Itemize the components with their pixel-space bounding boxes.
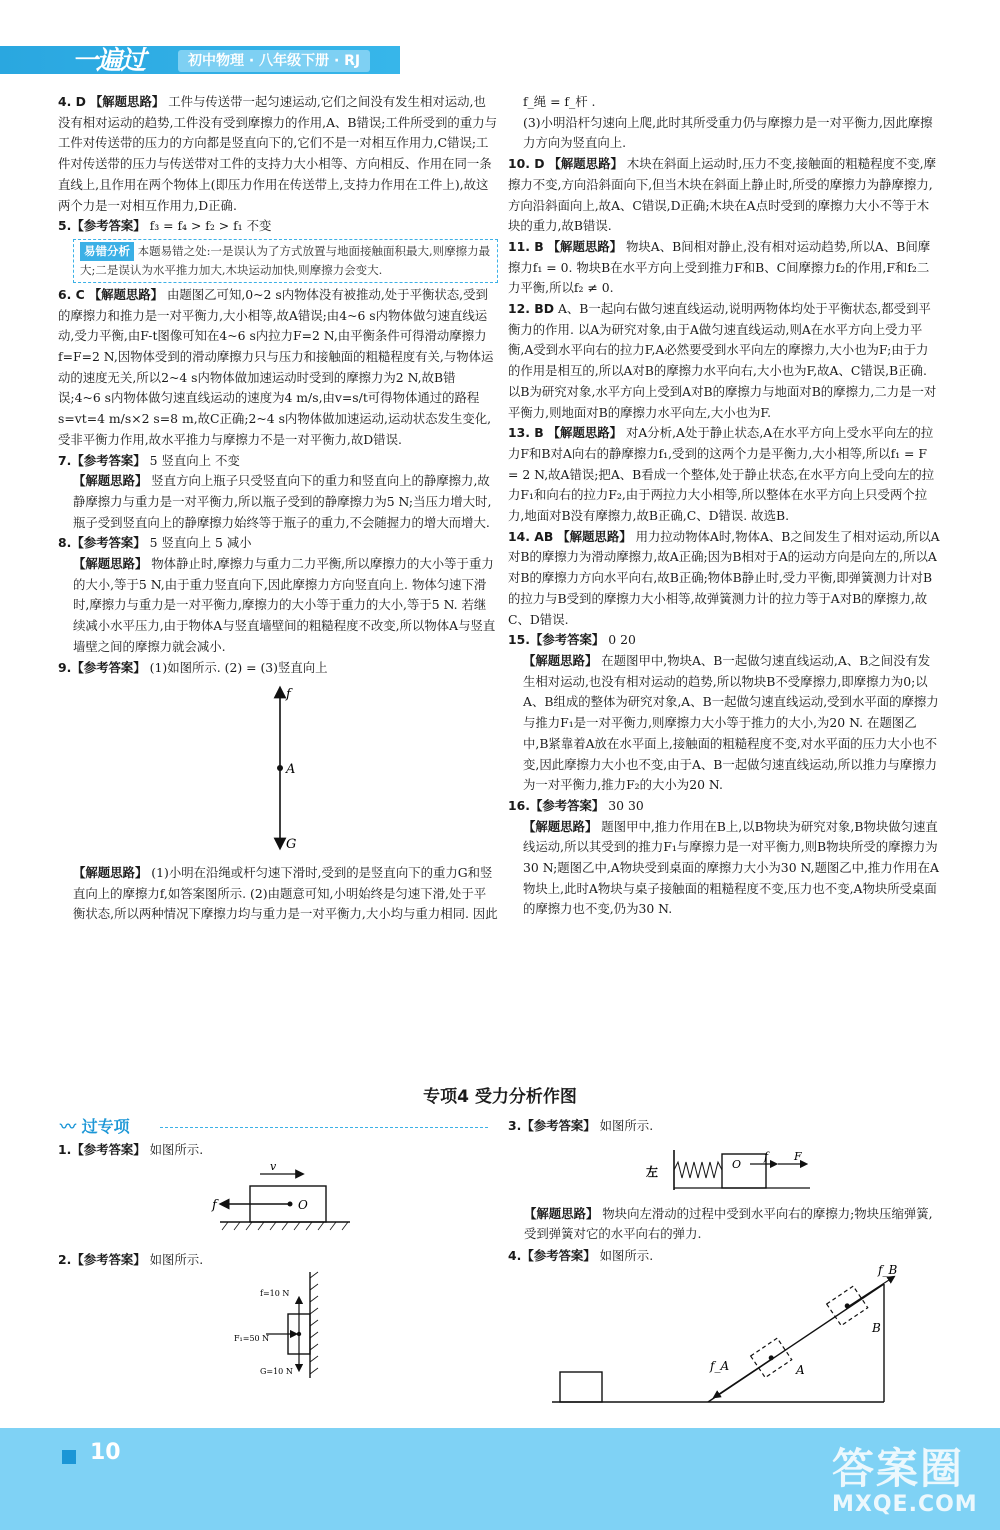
answer-item: 【解题思路】 物体静止时,摩擦力与重力二力平衡,所以摩擦力的大小等于重力的大小,等于5 N,由于重力竖直向下,因此摩擦力方向竖直向上. 物体匀速下滑时,摩擦力与重力是一对平衡力,摩擦力的大小等于重力的大小,等于5 N. 若继续减小水平压力,由于物体A与竖直墙壁间的粗糙程度不改变,所以物体A与竖直墙壁之间的摩擦力就会减小. [73, 556, 496, 654]
answer-item: 【解题思路】 题图甲中,推力作用在B上,以B物块为研究对象,B物块做匀速直线运动,所以其受到的推力F₁与摩擦力是一对平衡力,则B物块所受的摩擦力为30 N;题图乙中,A物块受到桌面的摩擦力大小为30 N,题图乙中,推力作用在A物块上,此时A物块与桌子接触面的粗糙程度不变,压力也不变,A物块所受桌面的摩擦力也不变,仍为30 N. [523, 818, 939, 917]
error-analysis-text: 本题易错之处:一是误认为了方式放置与地面接触面积最大,则摩擦力最大;二是误认为水平推力加大,木块运动加快,则摩擦力会变大. [80, 243, 491, 277]
answer-item: 15.【参考答案】 0 20 [508, 632, 636, 648]
answer-item: 4. D 【解题思路】 工件与传送带一起匀速运动,它们之间没有发生相对运动,也没有相对运动的趋势,工件没有受到摩擦力的作用,A、B错误;工件所受到的重力与工件对传送带的压力的方向都是竖直向下的,它们不是一对相互作用力,C错误;工件对传送带的压力与传送带对工件的支持力大小相等、方向相反、作用在同一条直线上,且作用在两个物体上(即压力作用在传送带上,支持力作用在工件上),故这两个力是一对相互作用力,D正确. [58, 94, 497, 213]
answer-item: 11. B 【解题思路】 物块A、B间相对静止,没有相对运动趋势,所以A、B间摩擦力f₁ = 0. 物块B在水平方向上受到推力F和B、C间摩擦力f₂的作用,F和f₂二力平衡,所以f₂ ≠ 0. [508, 238, 931, 296]
answer-item: 12. BD A、B一起向右做匀速直线运动,说明两物体均处于平衡状态,都受到平衡力的作用. 以A为研究对象,由于A做匀速直线运动,则A在水平方向上受力平衡,A受到水平向右的拉力F,A必然要受到水平向左的摩擦力,大小也为F;由于力的作用是相互的,所以A对B的摩擦力水平向右,大小也为F,故A、C错误,B正确. 以B为研究对象,水平方向上受到A对B的摩擦力与地面对B的摩擦力,二力是一对平衡力,则地面对B的摩擦力水平向左,大小也为F. [508, 301, 937, 420]
error-analysis-box [73, 239, 498, 283]
q1-diagram [200, 1158, 360, 1238]
answer-2: 2.【参考答案】 如图所示. [58, 1252, 204, 1267]
q4-diagram [548, 1262, 928, 1412]
watermark: 答案圈 MXQE.COM [832, 1444, 978, 1517]
label-F1: F₁=50 N [234, 1334, 270, 1343]
section-title: 专项4 受力分析作图 [423, 1087, 577, 1107]
wave-icon: 〰 [60, 1117, 82, 1136]
answer-3-think: 【解题思路】 物块向左滑动的过程中受到水平向右的摩擦力;物块压缩弹簧,受到弹簧对它的水平向右的弹力. [524, 1206, 933, 1241]
q2-diagram [230, 1270, 340, 1380]
answer-item: 【解题思路】 (1)小明在沿绳或杆匀速下滑时,受到的是竖直向下的重力G和竖直向上的摩擦力f,如答案图所示. (2)由题意可知,小明始终是匀速下滑,处于平衡状态,所以两种情况下摩擦力均与重力是一对平衡力,大小均与重力相同. 因此 [73, 864, 498, 922]
answer-item: 5.【参考答案】 f₃ = f₄ > f₂ > f₁ 不变 [58, 218, 272, 234]
label-G2: G=10 N [260, 1367, 293, 1376]
label-fa: f_A [710, 1359, 730, 1373]
right-column [508, 92, 940, 920]
label-b4: B [872, 1321, 881, 1335]
answer-item: 9.【参考答案】 (1)如图所示. (2) = (3)竖直向上 [58, 659, 328, 675]
page-number: 10 [90, 1440, 121, 1465]
divider [160, 1127, 488, 1128]
label-o: O [298, 1198, 308, 1212]
label-f: f [286, 687, 291, 703]
answer-item: 【解题思路】 在题图甲中,物块A、B一起做匀速直线运动,A、B之间没有发生相对运动,也没有相对运动的趋势,所以物块B不受摩擦力,即摩擦力为0;以A、B组成的整体为研究对象,A、B一起做匀速直线运动,受到水平面的摩擦力与推力F₁是一对平衡力,则摩擦力大小等于推力的大小,为20 N. 在题图乙中,B紧靠着A放在水平面上,接触面的粗糙程度不变,对水平面的压力大小也不变,因此摩擦力大小也不变,由于A、B一起做匀速直线运动,所以推力与摩擦力为一对平衡力,推力F₂的大小为20 N. [523, 652, 939, 793]
series-title: 初中物理 · 八年级下册 · RJ [178, 50, 370, 72]
label-a4: A [796, 1363, 805, 1377]
label-o3: O [732, 1158, 742, 1171]
label-a: A [286, 762, 296, 778]
footer-square [62, 1450, 76, 1464]
error-analysis-title: 易错分析 [80, 242, 134, 261]
answer-item: 16.【参考答案】 30 30 [508, 797, 644, 813]
answer-item: f_绳 = f_杆 . [523, 94, 596, 109]
label-v: v [270, 1160, 277, 1173]
point-a [277, 765, 283, 771]
section-subtitle: 〰 过专项 [60, 1117, 130, 1136]
answer-item: 6. C 【解题思路】 由题图乙可知,0~2 s内物体没有被推动,处于平衡状态,受到的摩擦力和推力是一对平衡力,大小相等,故A错误;由4~6 s内物体做匀速直线运动,受力平衡,由F-t图像可知在4~6 s内拉力F=2 N,由平衡条件可得滑动摩擦力f=F=2 N,因物体受到的滑动摩擦力只与压力和接触面的粗糙程度有关,与物体运动的速度无关,所以2~4 s内物体做加速运动时受到的摩擦力为2 N,故B错误;4~6 s内物体做匀速直线运动的速度为4 m/s,由v=s/t可得物体通过的路程s=vt=4 m/s×2 s=8 m,故C正确;2~4 s内物体做加速运动,运动状态发生变化,受非平衡力作用,故水平推力与摩擦力不是一对平衡力,故D错误. [58, 286, 494, 447]
label-left: 左 [646, 1165, 659, 1179]
answer-4: 4.【参考答案】 如图所示. [508, 1248, 654, 1263]
left-column [58, 92, 498, 925]
answer-item: 8.【参考答案】 5 竖直向上 5 减小 [58, 535, 252, 551]
q9-force-diagram [58, 678, 498, 856]
label-F3: F [794, 1150, 802, 1163]
label-f1: f [212, 1198, 217, 1213]
answer-item: 13. B 【解题思路】 对A分析,A处于静止状态,A在水平方向上受水平向左的拉力F和B对A向右的静摩擦力f₁,受到的这两个力是平衡力,大小相等,所以f₁ = F = 2 N,故A错误;把A、B看成一个整体,处于静止状态,在水平方向上受向左的拉力F₁和向右的拉力F₂,由于两拉力大小相等,所以整体在水平方向上只受两个拉力,地面对B没有摩擦力,故B正确,C、D错误. 故选B. [508, 425, 935, 524]
series-logo: 一遍过 [72, 46, 145, 76]
q3-diagram [640, 1140, 820, 1196]
label-g: G [286, 837, 297, 853]
answer-item: 14. AB 【解题思路】 用力拉动物体A时,物体A、B之间发生了相对运动,所以A对B的摩擦力为滑动摩擦力,故A正确;因为B相对于A的运动方向是向左的,所以A对B的摩擦力方向水平向右,故B正确;物体B静止时,受力平衡,即弹簧测力计对B的拉力与B受到的摩擦力大小相等,故弹簧测力计的拉力等于A对B的摩擦力,故C、D错误. [508, 528, 940, 627]
answer-item: 10. D 【解题思路】 木块在斜面上运动时,压力不变,接触面的粗糙程度不变,摩擦力不变,方向沿斜面向下,但当木块在斜面上静止时,所受的摩擦力为静摩擦力,方向沿斜面向上,故A、C错误,D正确;木块在A点时受到的摩擦力大小不等于木块的重力,故B错误. [508, 156, 937, 234]
answer-3: 3.【参考答案】 如图所示. [508, 1118, 654, 1133]
answer-item: 7.【参考答案】 5 竖直向上 不变 [58, 452, 240, 468]
answer-item: 【解题思路】 竖直方向上瓶子只受竖直向下的重力和竖直向上的静摩擦力,故静摩擦力与重力是一对平衡力,所以瓶子受到的静摩擦力为5 N;当压力增大时,瓶子受到竖直向上的静摩擦力始终等于瓶子的重力,不会随握力的增大而增大. [73, 473, 492, 530]
label-f3: f [764, 1150, 769, 1163]
answer-1: 1.【参考答案】 如图所示. [58, 1142, 204, 1157]
label-f2: f=10 N [260, 1289, 290, 1298]
label-fb: f_B [878, 1263, 898, 1277]
page-header [0, 0, 1000, 82]
answer-item: (3)小明沿杆匀速向上爬,此时其所受重力仍与摩擦力是一对平衡力,因此摩擦力方向为竖直向上. [523, 114, 933, 151]
